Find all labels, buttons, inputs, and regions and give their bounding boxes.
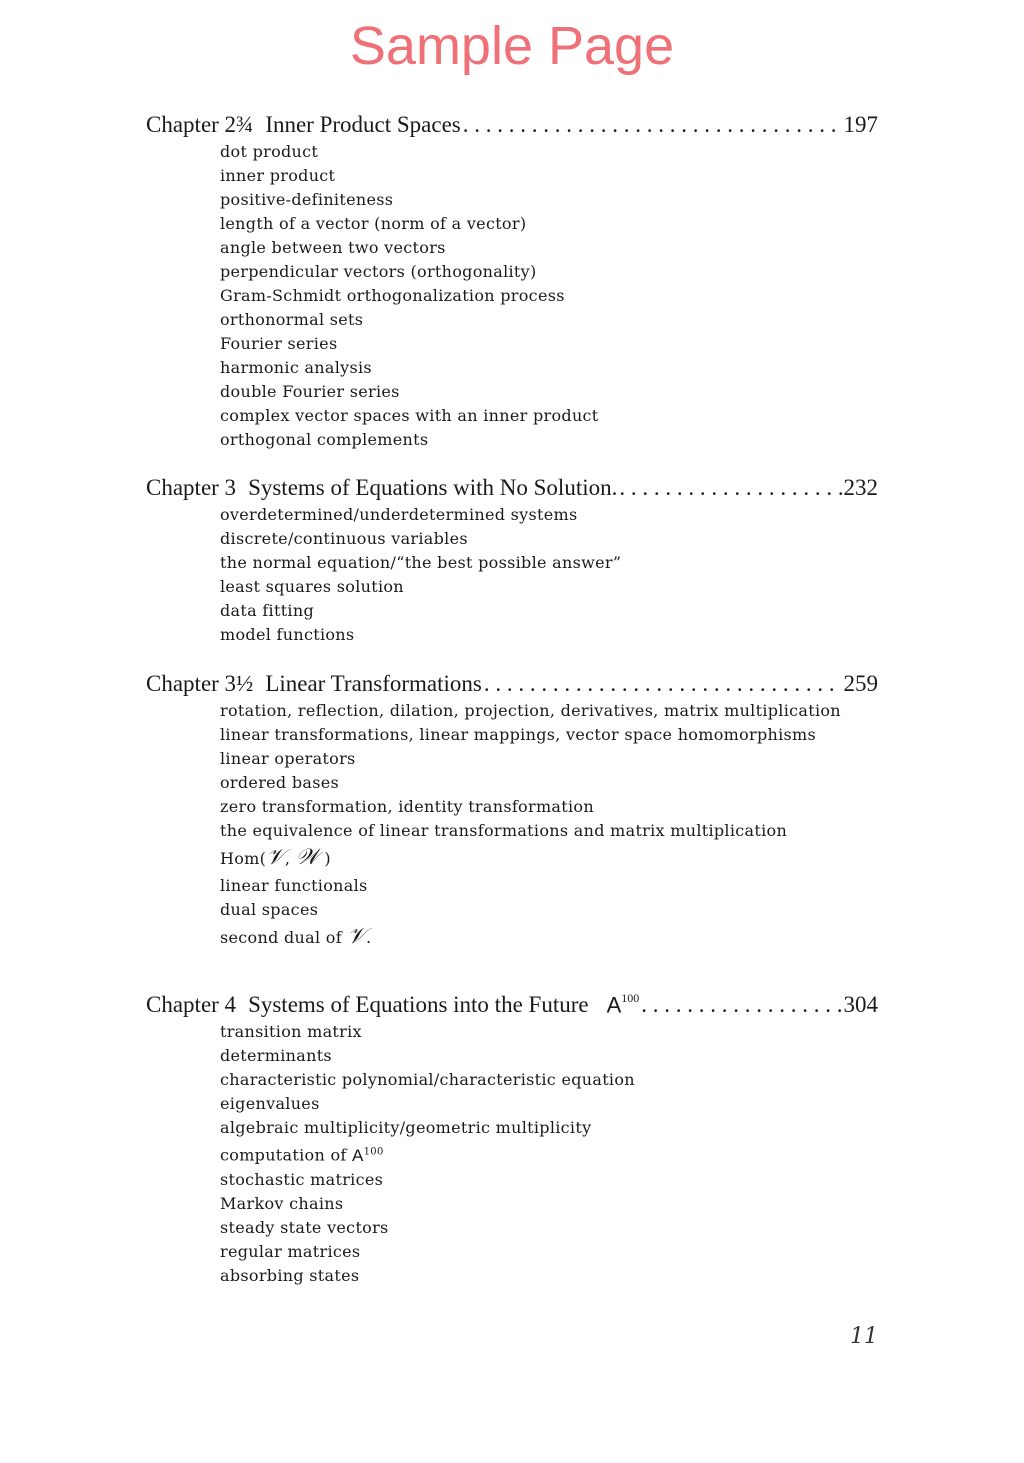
chapter-heading[interactable]	[146, 110, 878, 140]
list-item: overdetermined/underdetermined systems	[220, 505, 578, 524]
chapter-section-4	[146, 985, 878, 1288]
chapter-page-number: 304	[843, 992, 878, 1018]
list-item: steady state vectors	[220, 1217, 389, 1237]
list-item: model functions	[220, 625, 355, 644]
dot-leader	[641, 990, 841, 1020]
chapter-heading[interactable]	[146, 985, 878, 1020]
list-item: rotation, reflection, dilation, projection, derivatives, matrix multiplication	[220, 701, 841, 720]
hom-prefix: Hom(	[220, 849, 267, 868]
list-item: the normal equation/“the best possible answer”	[220, 553, 622, 572]
script-v-symbol: 𝒱	[266, 845, 285, 870]
chapter-label: Chapter 3½	[146, 671, 254, 696]
matrix-letter: A	[606, 992, 622, 1018]
list-item: linear transformations, linear mappings, vector space homomorphisms	[220, 725, 817, 744]
list-item: linear functionals	[220, 876, 368, 895]
list-item: linear operators	[220, 749, 356, 768]
list-item: positive-definiteness	[220, 190, 394, 209]
hom-suffix: )	[318, 849, 331, 868]
chapter-page-number: 259	[843, 671, 878, 696]
matrix-symbol	[607, 985, 640, 1020]
hom-comma: ,	[284, 849, 296, 868]
matrix-letter: A	[352, 1145, 364, 1165]
topic-list	[146, 699, 878, 953]
list-item: least squares solution	[220, 577, 404, 596]
list-item: data fitting	[220, 601, 314, 620]
list-item-computation	[220, 1140, 878, 1168]
chapter-section-3	[146, 473, 878, 647]
second-dual-suffix: .	[365, 928, 372, 947]
chapter-label: Chapter 3	[146, 475, 237, 500]
list-item: orthogonal complements	[220, 430, 429, 449]
list-item-hom	[220, 843, 878, 874]
list-item: algebraic multiplicity/geometric multiplicity	[220, 1118, 592, 1138]
list-item: harmonic analysis	[220, 358, 372, 377]
list-item: the equivalence of linear transformations and matrix multiplication	[220, 821, 788, 840]
script-w-symbol: 𝒲	[295, 845, 319, 870]
chapter-title: Systems of Equations into the Future	[248, 992, 589, 1018]
list-item: perpendicular vectors (orthogonality)	[220, 262, 537, 281]
computation-prefix: computation of	[220, 1145, 352, 1165]
list-item: Markov chains	[220, 1193, 344, 1213]
list-item: double Fourier series	[220, 382, 400, 401]
list-item: determinants	[220, 1046, 332, 1066]
list-item: stochastic matrices	[220, 1169, 384, 1189]
chapter-title: Systems of Equations with No Solution.	[248, 475, 618, 500]
list-item-second-dual	[220, 922, 878, 953]
chapter-page-number: 232	[843, 475, 878, 500]
list-item: characteristic polynomial/characteristic equation	[220, 1070, 635, 1090]
topic-list	[146, 140, 878, 452]
script-v-symbol: 𝒱	[347, 924, 366, 949]
list-item: dual spaces	[220, 900, 319, 919]
list-item: dot product	[220, 142, 319, 161]
page-number: 11	[850, 1324, 878, 1349]
list-item: inner product	[220, 166, 336, 185]
dot-leader	[463, 110, 842, 140]
chapter-title: Inner Product Spaces	[265, 112, 461, 137]
list-item: length of a vector (norm of a vector)	[220, 214, 527, 233]
chapter-section-2-3-4	[146, 110, 878, 452]
list-item: discrete/continuous variables	[220, 529, 468, 548]
watermark-title: Sample Page	[349, 16, 675, 76]
list-item: angle between two vectors	[220, 238, 446, 257]
chapter-heading[interactable]	[146, 669, 878, 699]
list-item: complex vector spaces with an inner product	[220, 406, 599, 425]
chapter-label: Chapter 2¾	[146, 112, 254, 137]
matrix-exponent: 100	[363, 1146, 384, 1158]
list-item: Fourier series	[220, 334, 338, 353]
chapter-section-3-1-2	[146, 669, 878, 953]
chapter-label: Chapter 4	[146, 992, 237, 1018]
dot-leader	[619, 473, 841, 503]
list-item: orthonormal sets	[220, 310, 364, 329]
matrix-symbol	[352, 1146, 384, 1165]
matrix-exponent: 100	[621, 991, 640, 1005]
chapter-heading[interactable]	[146, 473, 878, 503]
chapter-page-number: 197	[843, 112, 878, 137]
topic-list	[146, 503, 878, 647]
list-item: absorbing states	[220, 1265, 360, 1285]
list-item: Gram-Schmidt orthogonalization process	[220, 286, 565, 305]
list-item: transition matrix	[220, 1022, 362, 1042]
dot-leader	[484, 669, 842, 699]
list-item: eigenvalues	[220, 1094, 320, 1114]
list-item: zero transformation, identity transformation	[220, 797, 594, 816]
list-item: ordered bases	[220, 773, 340, 792]
second-dual-prefix: second dual of	[220, 928, 348, 947]
chapter-title: Linear Transformations	[265, 671, 482, 696]
list-item: regular matrices	[220, 1241, 361, 1261]
topic-list	[146, 1020, 878, 1288]
